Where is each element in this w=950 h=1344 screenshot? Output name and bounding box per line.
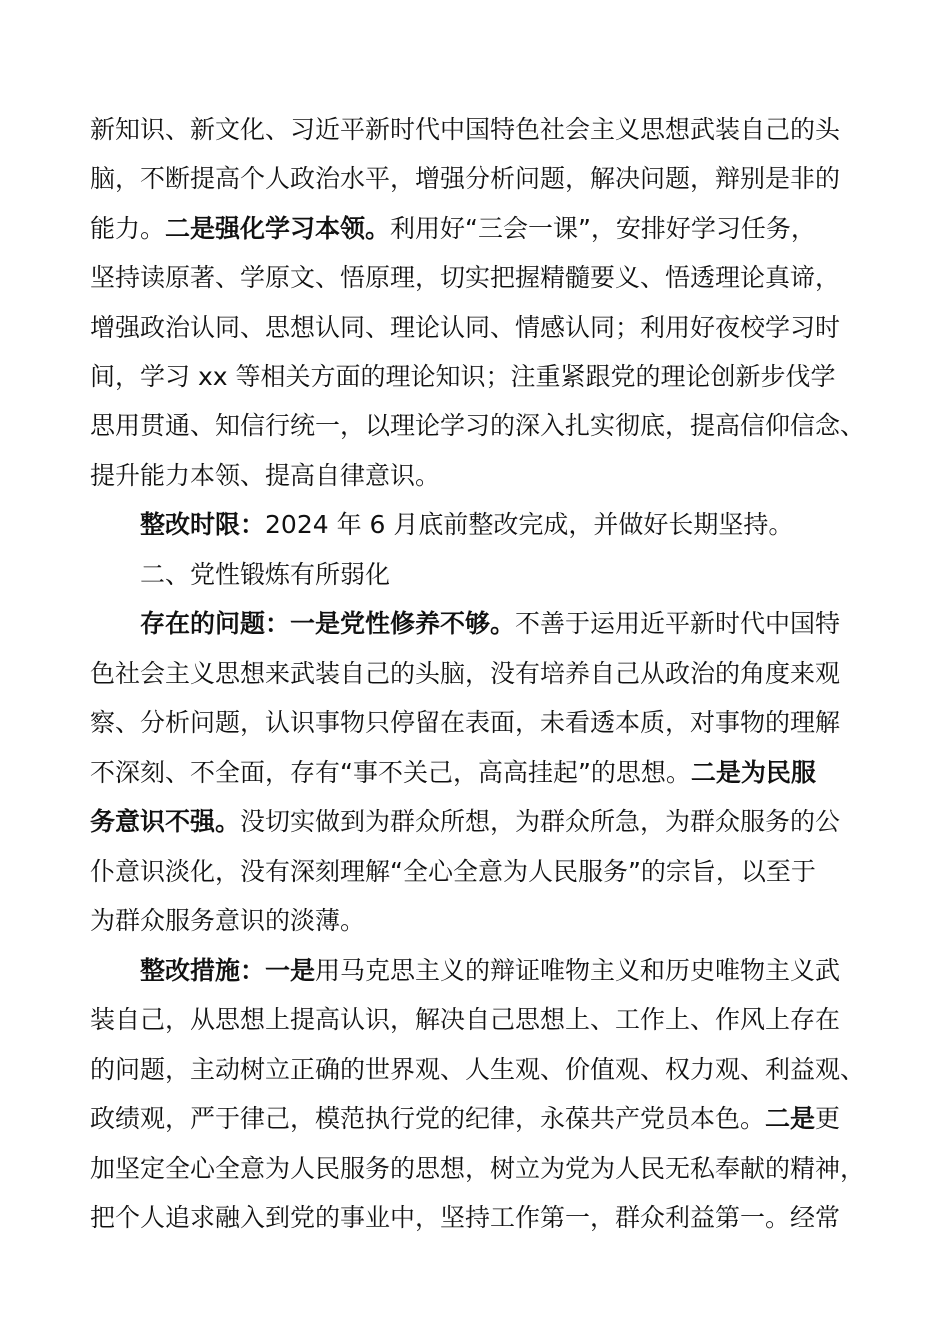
text-line (90, 360, 880, 394)
text-line (90, 261, 880, 295)
text-line (90, 311, 880, 345)
text-line (90, 212, 880, 246)
text-segment: 把个人追求融入到党的事业中，坚持工作第一，群众利益第一。经常 (90, 1203, 841, 1232)
text-line (90, 409, 880, 443)
text-line (140, 558, 930, 592)
text-segment: 坚持读原著、学原文、悟原理，切实把握精髓要义、悟透理论真谛， (90, 263, 841, 292)
text-line (140, 508, 930, 542)
text-segment: 新知识、新文化、习近平新时代中国特色社会主义思想武装自己的头 (90, 115, 841, 144)
bold-text-segment: 整改措施：一是 (140, 956, 316, 985)
text-line (140, 607, 930, 641)
text-line (90, 1003, 880, 1037)
text-line (90, 706, 880, 740)
text-line (90, 1102, 880, 1136)
text-segment: 2024 年 6 月底前整改完成，并做好长期坚持。 (265, 510, 794, 539)
text-segment: 脑，不断提高个人政治水平，增强分析问题，解决问题，辩别是非的 (90, 164, 841, 193)
text-line (90, 459, 880, 493)
text-line (90, 1201, 880, 1235)
text-segment: 装自己，从思想上提高认识，解决自己思想上、工作上、作风上存在 (90, 1005, 841, 1034)
text-segment: 增强政治认同、思想认同、理论认同、情感认同；利用好夜校学习时 (90, 313, 841, 342)
text-segment: 能力。 (90, 214, 166, 243)
text-segment: 利用好“三会一课”，安排好学习任务， (390, 214, 816, 243)
text-segment: 提升能力本领、提高自律意识。 (90, 461, 441, 490)
text-segment: 用马克思主义的辩证唯物主义和历史唯物主义武 (315, 956, 841, 985)
text-segment: 没切实做到为群众所想，为群众所急，为群众服务的公 (240, 807, 841, 836)
bold-text-segment: 二是为民服 (690, 758, 816, 787)
text-line (90, 756, 880, 790)
text-segment: 政绩观，严于律己，模范执行党的纪律，永葆共产党员本色。 (90, 1104, 766, 1133)
bold-text-segment: 存在的问题：一是党性修养不够。 (140, 609, 516, 638)
bold-text-segment: 二是强化学习本领。 (165, 214, 391, 243)
text-segment: 思用贯通、知信行统一，以理论学习的深入扎实彻底，提高信仰信念、 (90, 411, 866, 440)
text-line (90, 657, 880, 691)
text-segment: 二、党性锻炼有所弱化 (140, 560, 391, 589)
bold-text-segment: 二是 (765, 1104, 816, 1133)
text-segment: 察、分析问题，认识事物只停留在表面，未看透本质，对事物的理解 (90, 708, 841, 737)
text-segment: 间，学习 xx 等相关方面的理论知识；注重紧跟党的理论创新步伐学 (90, 362, 836, 391)
bold-text-segment: 整改时限： (140, 510, 266, 539)
text-line (140, 954, 930, 988)
text-segment: 更 (815, 1104, 841, 1133)
text-line (90, 1152, 880, 1186)
text-line (90, 1053, 880, 1087)
text-segment: 仆意识淡化，没有深刻理解“全心全意为人民服务”的宗旨，以至于 (90, 857, 816, 886)
text-segment: 不善于运用近平新时代中国特 (515, 609, 841, 638)
text-segment: 的问题，主动树立正确的世界观、人生观、价值观、权力观、利益观、 (90, 1055, 866, 1084)
text-line (90, 855, 880, 889)
text-segment: 不深刻、不全面，存有“事不关己，高高挂起”的思想。 (90, 758, 691, 787)
text-line (90, 113, 880, 147)
bold-text-segment: 务意识不强。 (90, 807, 241, 836)
text-segment: 加坚定全心全意为人民服务的思想，树立为党为人民无私奉献的精神， (90, 1154, 866, 1183)
text-line (90, 805, 880, 839)
text-line (90, 162, 880, 196)
text-segment: 为群众服务意识的淡薄。 (90, 906, 366, 935)
text-line (90, 904, 880, 938)
text-segment: 色社会主义思想来武装自己的头脑，没有培养自己从政治的角度来观 (90, 659, 841, 688)
